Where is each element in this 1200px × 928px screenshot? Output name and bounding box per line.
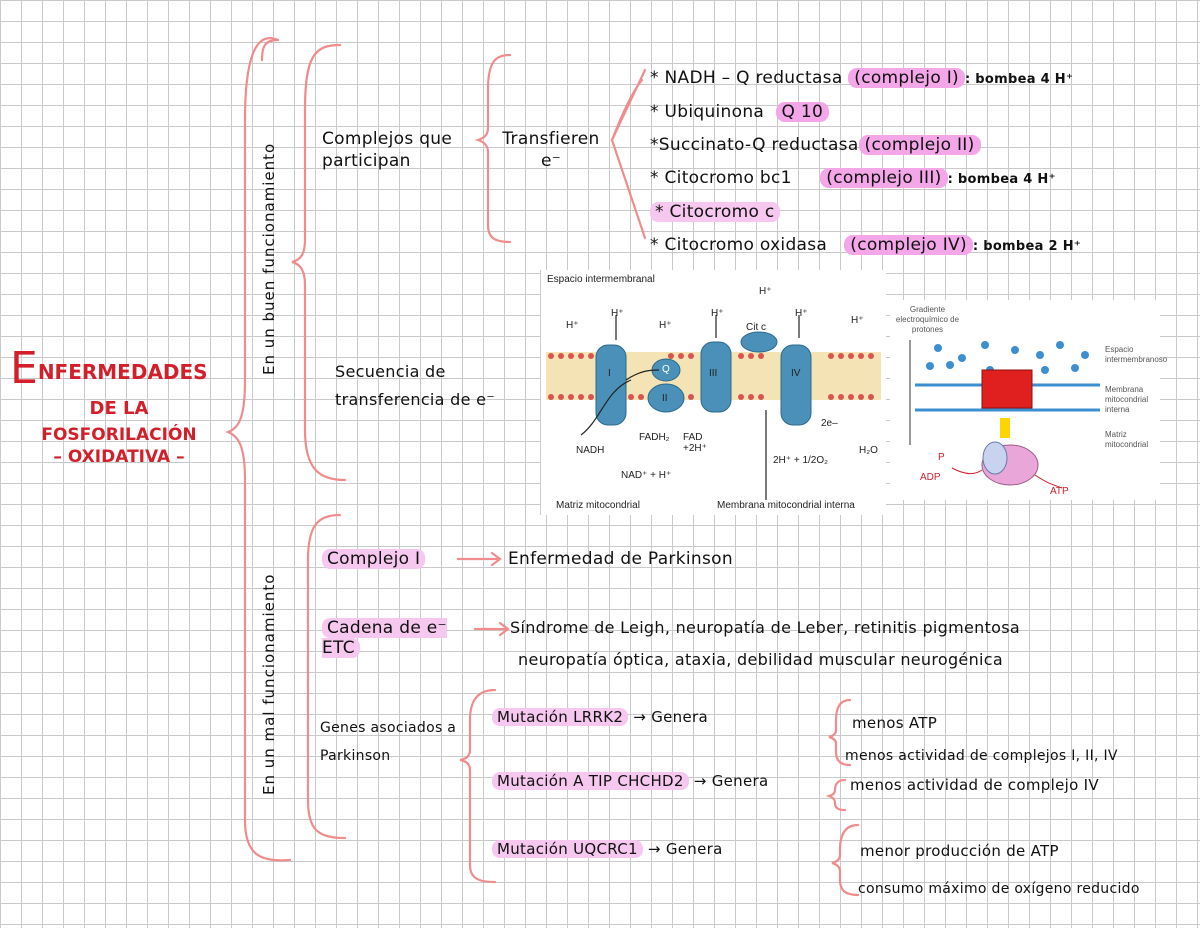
h-label: H⁺: [611, 308, 624, 319]
etc-membrane-graphic: [541, 270, 886, 515]
complex-item: * Citocromo oxidasa (complejo IV) : bombea 2 H⁺: [650, 235, 1082, 255]
etc-result-line-2: neuropatía óptica, ataxia, debilidad muscular neurogénica: [518, 650, 1003, 669]
adp-label: ADP: [920, 472, 941, 483]
gene-row: Mutación A TIP CHCHD2 → Genera: [492, 772, 768, 790]
complex-3-label: III: [709, 368, 718, 379]
complex-4-label: IV: [791, 368, 801, 379]
genes-label: Genes asociados a Parkinson: [320, 720, 457, 764]
complex-2-label: II: [662, 393, 668, 404]
effect-text: menos actividad de complejos I, II, IV: [845, 748, 1118, 764]
space-label: Espacio intermembranoso: [1105, 345, 1168, 364]
h-label: H⁺: [759, 286, 772, 297]
atp-synthase-diagram: [890, 300, 1168, 500]
effect-text: consumo máximo de oxígeno reducido: [858, 881, 1140, 897]
citc-label: Cit c: [746, 322, 766, 333]
parkinson-result: Enfermedad de Parkinson: [508, 549, 733, 569]
title-line-4: – OXIDATIVA –: [53, 447, 185, 467]
etc-result-line-1: Síndrome de Leigh, neuropatía de Leber, retinitis pigmentosa: [510, 618, 1020, 637]
membrane-right-label: Membrana mitocondrial interna: [1105, 385, 1149, 414]
sequence-label: Secuencia de transferencia de e⁻: [335, 362, 496, 409]
title-line-3: FOSFORILACIÓN: [41, 425, 197, 445]
o2-label: 2H⁺ + 1/2O₂: [773, 455, 829, 466]
h2o-label: H₂O: [859, 445, 878, 456]
effect-text: menos actividad de complejo IV: [850, 776, 1099, 794]
fad-label: FAD +2H⁺: [683, 432, 707, 454]
etc-disease-label: Cadena de e⁻ ETC: [322, 618, 447, 658]
complex-item: * Citocromo bc1 (complejo III) : bombea 4 H⁺: [650, 168, 1056, 188]
branch-good-label: En un buen funcionamiento: [260, 142, 278, 375]
membrane-label: Membrana mitocondrial interna: [717, 500, 855, 511]
etc-diagram: [540, 270, 886, 515]
matrix-label: Matriz mitocondrial: [556, 500, 640, 511]
complex-1-label: I: [608, 368, 611, 379]
title-line-2: DE LA: [89, 398, 149, 419]
complex-list: [650, 62, 1081, 263]
q-label: Q: [662, 364, 670, 375]
fadh2-label: FADH₂: [639, 432, 670, 443]
complex-item: * Citocromo c: [650, 196, 1081, 229]
matrix-right-label: Matriz mitocondrial: [1105, 430, 1149, 449]
e2-label: 2e–: [821, 418, 838, 429]
complex-item: * Ubiquinona Q 10: [650, 96, 1081, 129]
complex-1-disease-label: Complejo I: [322, 549, 425, 569]
gene-row: Mutación UQCRC1 → Genera: [492, 840, 723, 858]
gene-row: Mutación LRRK2 → Genera: [492, 708, 708, 726]
title-cap: E: [10, 343, 38, 394]
complex-item: * NADH – Q reductasa (complejo I) : bombea 4 H⁺: [650, 68, 1074, 88]
gradient-label: Gradiente electroquímico de protones: [895, 305, 960, 334]
nad-label: NAD⁺ + H⁺: [621, 470, 672, 481]
atp-label: ATP: [1050, 486, 1069, 497]
nadh-label: NADH: [576, 445, 605, 456]
h-label: H⁺: [659, 320, 672, 331]
main-title: [6, 343, 232, 467]
complexes-label: Complejos que participan: [322, 129, 453, 171]
p-label: P: [938, 452, 945, 463]
title-line-1: NFERMEDADES: [37, 360, 208, 384]
effect-text: menor producción de ATP: [860, 842, 1059, 860]
transfer-label: Transfieren e⁻: [502, 129, 600, 171]
h-label: H⁺: [851, 315, 864, 326]
complex-item: *Succinato-Q reductasa (complejo II): [650, 129, 1081, 162]
diagram-top-label: Espacio intermembranal: [547, 274, 655, 285]
h-label: H⁺: [795, 308, 808, 319]
h-label: H⁺: [566, 320, 579, 331]
h-label: H⁺: [711, 308, 724, 319]
branch-bad-label: En un mal funcionamiento: [260, 573, 278, 795]
effect-text: menos ATP: [852, 714, 938, 732]
